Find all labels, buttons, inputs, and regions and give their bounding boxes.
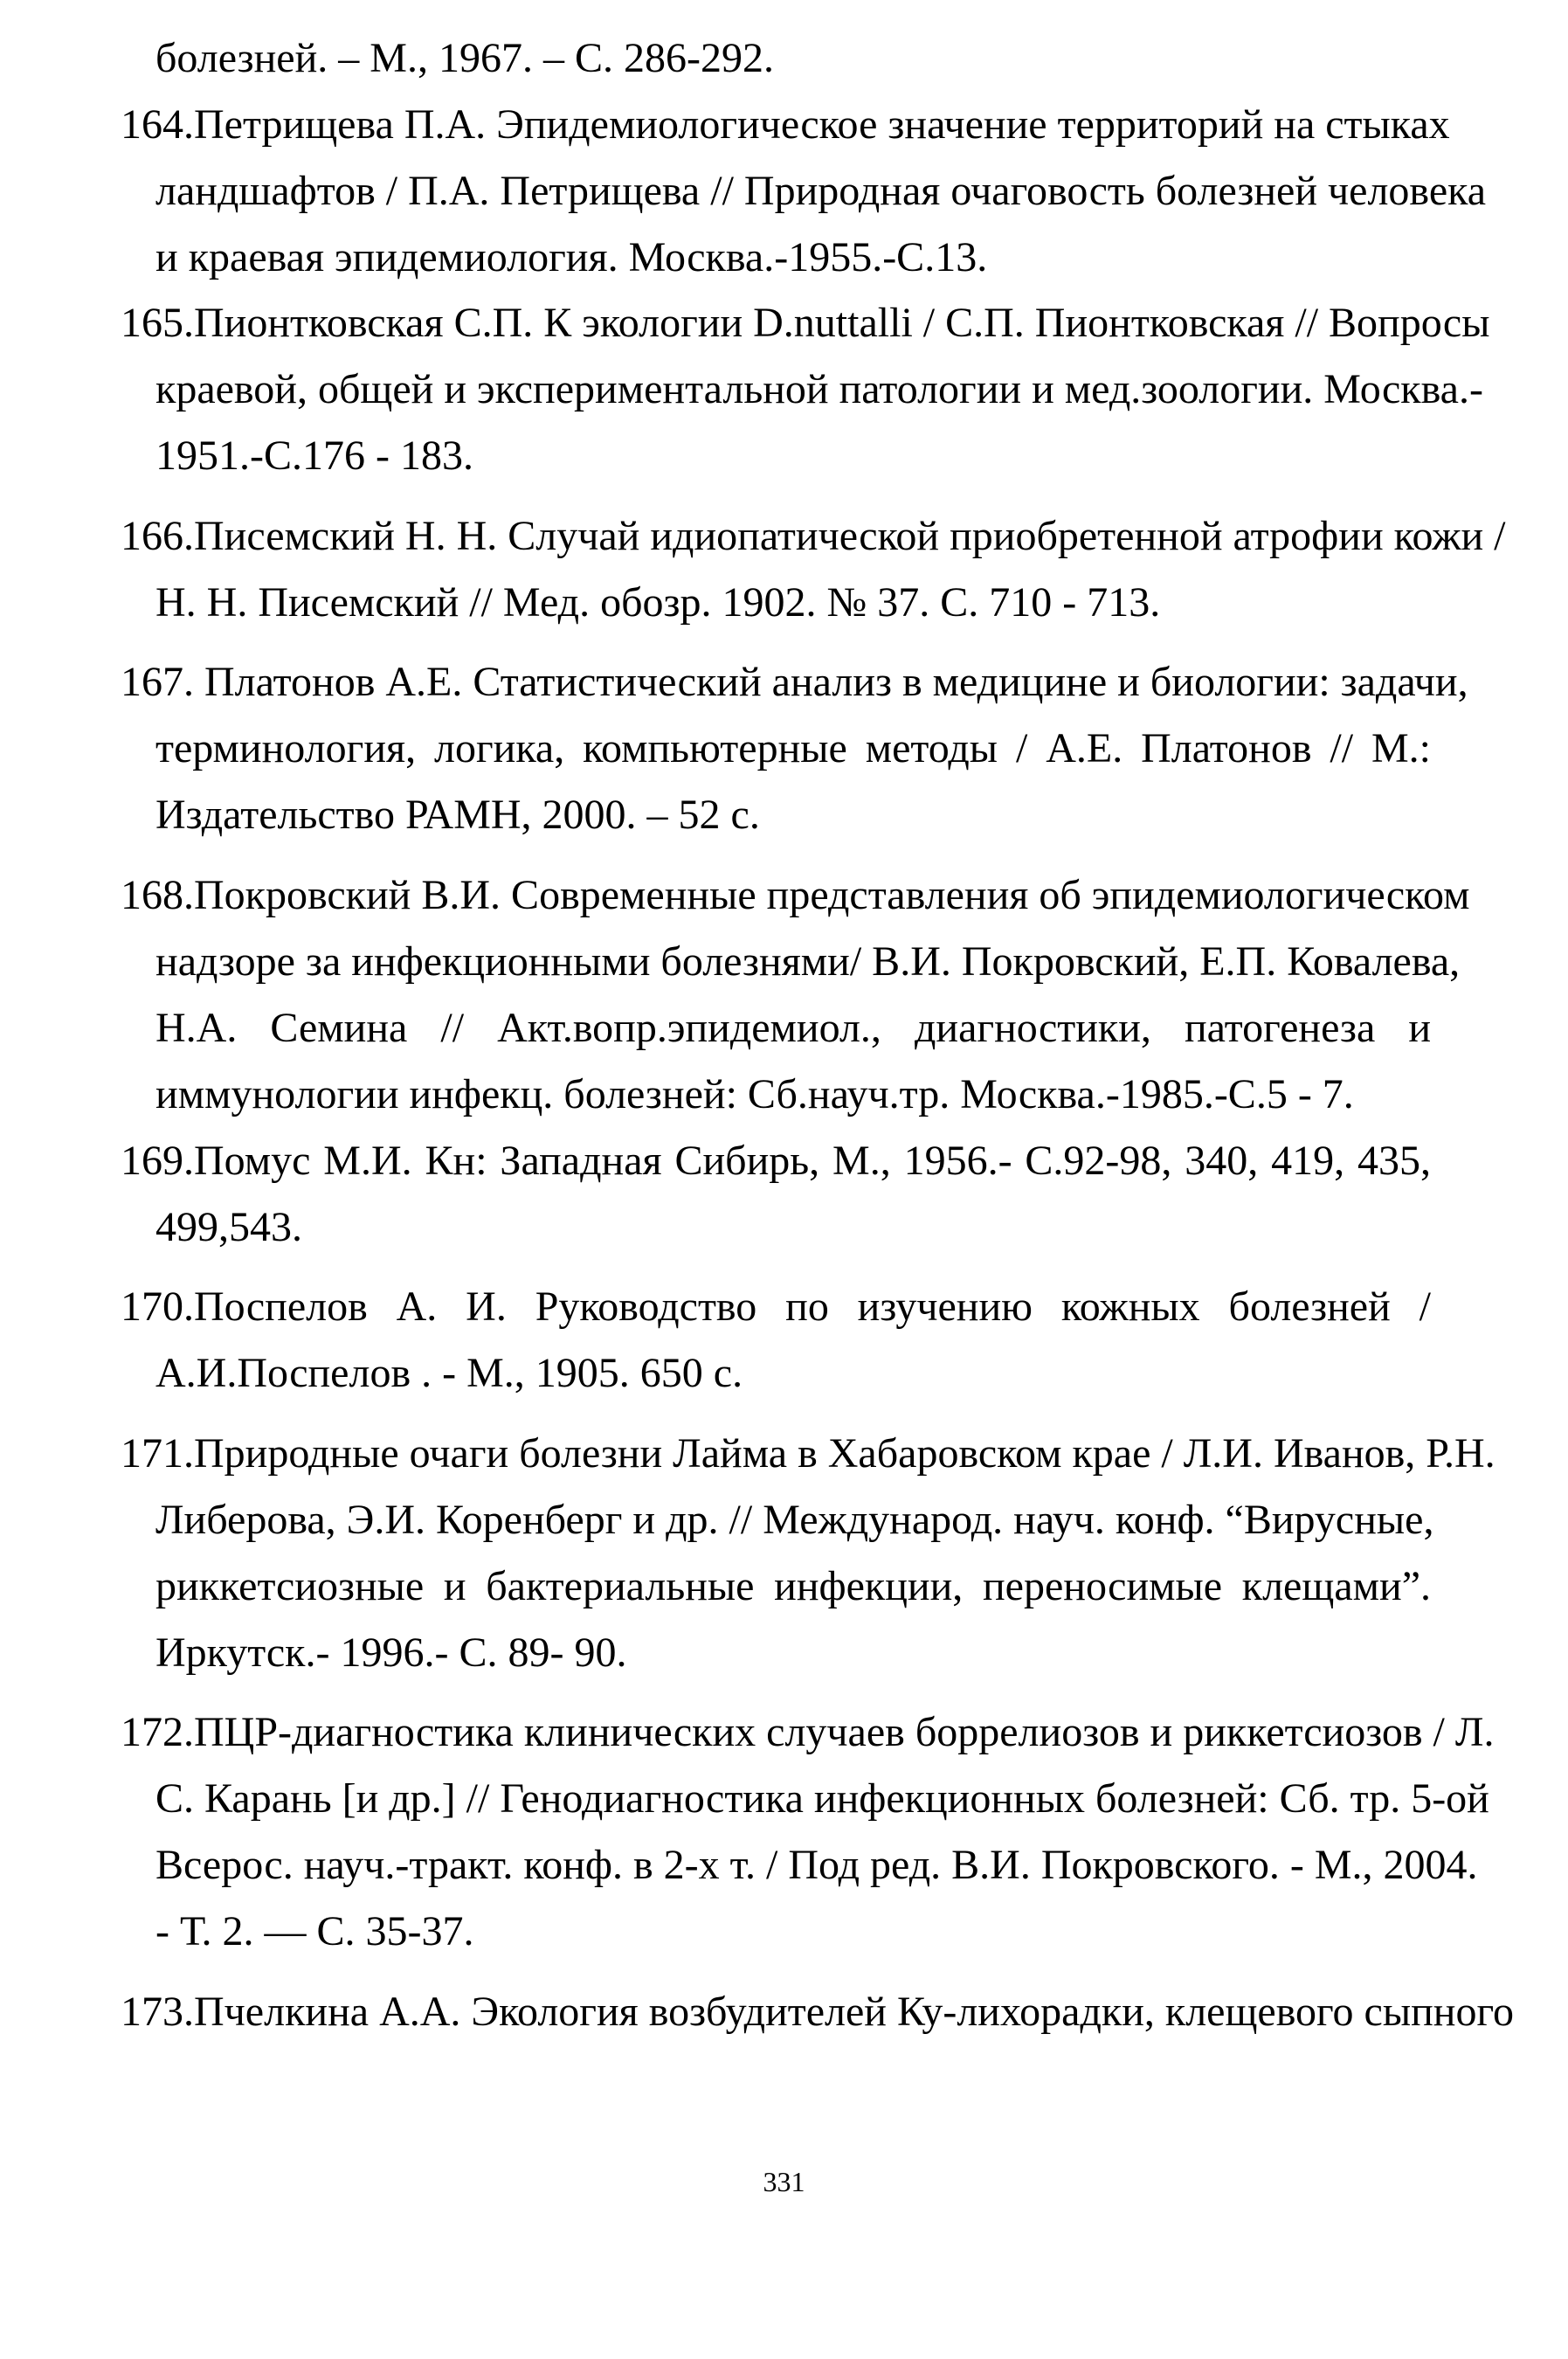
reference-173-line: 173.Пчелкина А.А. Экология возбудителей Ку-лихорадки, клещевого сыпного	[121, 1989, 1514, 2035]
text-line: Издательство РАМН, 2000. – 52 с.	[155, 792, 760, 838]
text-line: Н. Н. Писемский // Мед. обозр. 1902. № 37. С. 710 - 713.	[155, 579, 1161, 626]
reference-165-line: 165.Пионтковская С.П. К экологии D.nuttalli / С.П. Пионтковская // Вопросы	[121, 300, 1490, 346]
text-line: ландшафтов / П.А. Петрищева // Природная очаговость болезней человека	[155, 168, 1487, 214]
text-line: надзоре за инфекционными болезнями/ В.И. Покровский, Е.П. Ковалева,	[155, 938, 1461, 985]
text-line: Н.А. Семина // Акт.вопр.эпидемиол., диагностики, патогенеза и	[155, 1005, 1431, 1051]
text-line: иммунологии инфекц. болезней: Сб.науч.тр. Москва.-1985.-С.5 - 7.	[155, 1071, 1354, 1117]
reference-164-line: 164.Петрищева П.А. Эпидемиологическое значение территорий на стыках	[121, 101, 1450, 148]
reference-172-line: 172.ПЦР-диагностика клинических случаев боррелиозов и риккетсиозов / Л.	[121, 1709, 1495, 1755]
text-line: Иркутск.- 1996.- С. 89- 90.	[155, 1629, 627, 1676]
text-line: 499,543.	[155, 1204, 302, 1250]
text-line: Либерова, Э.И. Коренберг и др. // Международ. науч. конф. “Вирусные,	[155, 1497, 1434, 1543]
text-line: болезней. – М., 1967. – С. 286-292.	[155, 35, 774, 81]
reference-170-line: 170.Поспелов А. И. Руководство по изучению кожных болезней /	[121, 1283, 1431, 1330]
text-line: Всерос. науч.-тракт. конф. в 2-х т. / Под ред. В.И. Покровского. - М., 2004.	[155, 1842, 1478, 1888]
text-line: терминология, логика, компьютерные методы / А.Е. Платонов // М.:	[155, 725, 1431, 771]
reference-171-line: 171.Природные очаги болезни Лайма в Хабаровском крае / Л.И. Иванов, Р.Н.	[121, 1430, 1495, 1477]
text-line: 1951.-С.176 - 183.	[155, 432, 473, 479]
text-line: риккетсиозные и бактериальные инфекции, переносимые клещами”.	[155, 1563, 1431, 1609]
reference-167-line: 167. Платонов А.Е. Статистический анализ в медицине и биологии: задачи,	[121, 659, 1468, 705]
reference-169-line: 169.Помус М.И. Кн: Западная Сибирь, М., 1956.- С.92-98, 340, 419, 435,	[121, 1138, 1431, 1184]
reference-168-line: 168.Покровский В.И. Современные представления об эпидемиологическом	[121, 872, 1470, 918]
page-number: 331	[763, 2166, 805, 2197]
text-line: А.И.Поспелов . - М., 1905. 650 с.	[155, 1350, 743, 1396]
reference-166-line: 166.Писемский Н. Н. Случай идиопатической приобретенной атрофии кожи /	[121, 513, 1506, 559]
text-line: С. Карань [и др.] // Генодиагностика инфекционных болезней: Сб. тр. 5-ой	[155, 1775, 1489, 1822]
text-line: краевой, общей и экспериментальной патологии и мед.зоологии. Москва.-	[155, 366, 1483, 412]
text-line: - Т. 2. — С. 35-37.	[155, 1908, 474, 1954]
text-line: и краевая эпидемиология. Москва.-1955.-С.13.	[155, 234, 988, 280]
